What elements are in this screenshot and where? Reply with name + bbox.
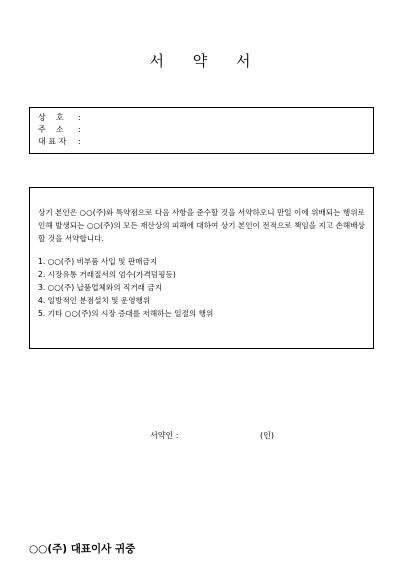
signatory-label: 서약인 :	[150, 431, 179, 440]
company-name-row	[38, 112, 365, 124]
representative-row	[38, 136, 365, 148]
address-row	[38, 124, 365, 136]
representative-colon: :	[78, 137, 81, 146]
recipient-line: ○○(주) 대표이사 귀중	[29, 543, 136, 555]
pledge-item: 5. 기타 ○○(주)의 시장 증대를 저해하는 일절의 행위	[38, 309, 214, 318]
pledge-item: 1. ○○(주) 비부품 사입 및 판매금지	[38, 257, 158, 266]
representative-label: 대 표 자	[38, 137, 67, 146]
pledge-body-text: 상기 본인은 ○○(주)와 특약점으로 다음 사항을 준수할 것을 서약하오니 만일 이에 위배되는 행위로 인해 발생되는 ○○(주)의 모든 재산상의 피해에 대하여 상기 본인이 전적으로 책임을 지고 손해배상 할 것을 서약합니다.	[38, 208, 365, 243]
pledge-content-box	[29, 187, 374, 349]
pledge-item-list	[38, 255, 365, 320]
address-label: 주 소	[38, 125, 64, 134]
company-name-label: 상 호	[38, 113, 64, 122]
seal-mark: (인)	[260, 431, 274, 440]
pledge-item: 3. ○○(주) 납품업체와의 직거래 금지	[38, 283, 163, 292]
company-info-box	[29, 107, 374, 154]
document-title: 서 약 서	[149, 52, 263, 70]
pledge-item: 4. 일방적인 분점설치 및 운영행위	[38, 296, 151, 305]
address-colon: :	[78, 125, 81, 134]
pledge-item: 2. 시장유통 거래질서의 엄수(가격덤핑등)	[38, 270, 176, 279]
company-name-colon: :	[78, 113, 81, 122]
